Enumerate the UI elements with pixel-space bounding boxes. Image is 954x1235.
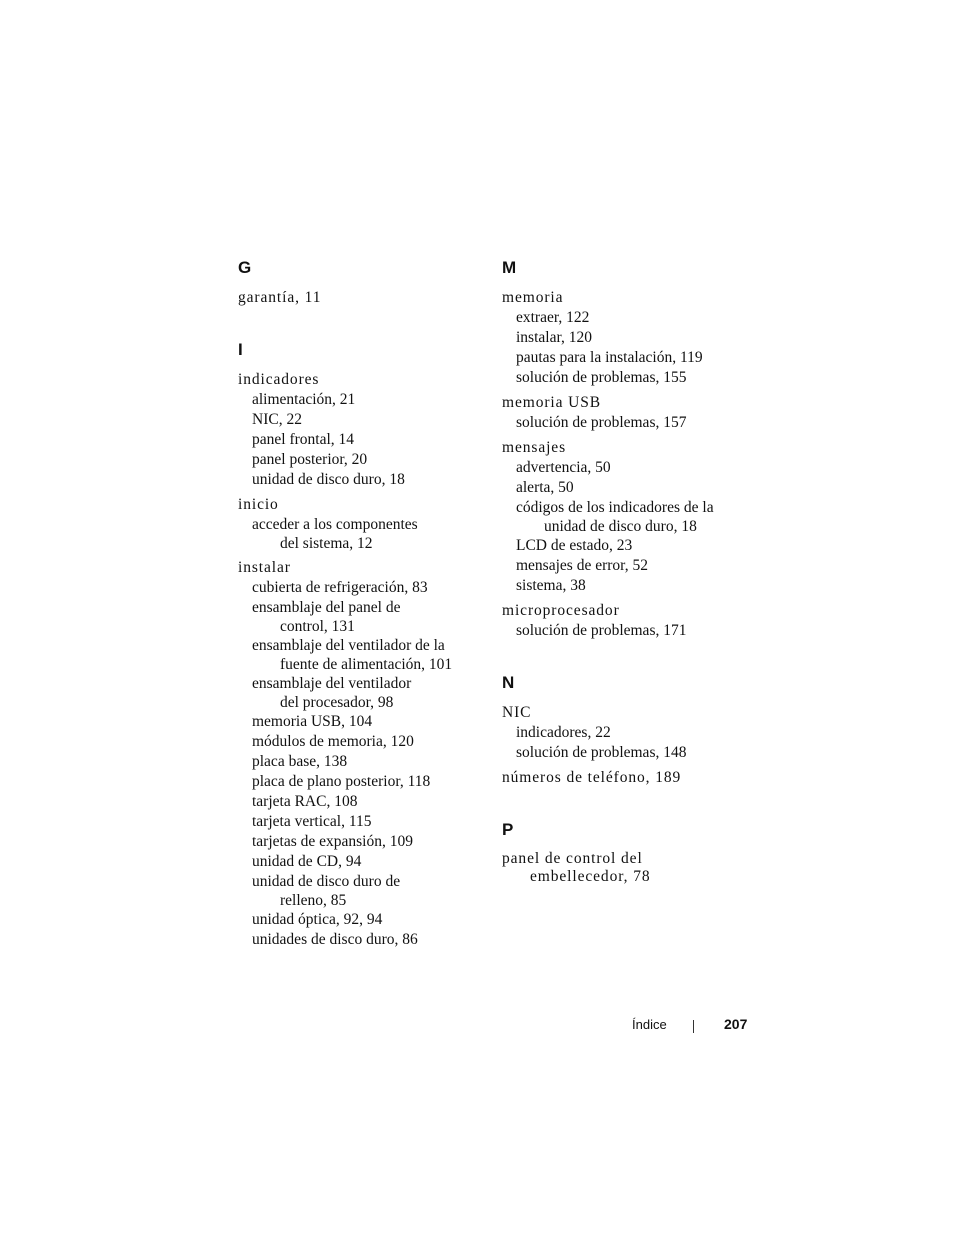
subterm-continuation: control, 131 bbox=[280, 618, 355, 635]
index-entry bbox=[502, 438, 742, 596]
index-subterm: sistema, 38 bbox=[516, 577, 586, 594]
index-entry bbox=[502, 601, 742, 641]
subterm-line: acceder a los componentes bbox=[252, 516, 418, 533]
index-entry bbox=[502, 393, 742, 433]
subterm-continuation: unidad de disco duro, 18 bbox=[544, 518, 697, 535]
index-entry bbox=[502, 768, 742, 788]
index-subterm: LCD de estado, 23 bbox=[516, 537, 633, 554]
index-subterm: tarjetas de expansión, 109 bbox=[252, 833, 413, 850]
index-subterm: alimentación, 21 bbox=[252, 391, 356, 408]
index-section-g bbox=[238, 258, 483, 308]
index-term bbox=[502, 850, 742, 886]
subterm-continuation: del sistema, 12 bbox=[280, 535, 373, 552]
index-section-i bbox=[238, 340, 483, 950]
subterm-line: ensamblaje del ventilador bbox=[252, 675, 412, 692]
index-subterm: cubierta de refrigeración, 83 bbox=[252, 579, 428, 596]
index-term: inicio bbox=[238, 496, 279, 513]
subterm-continuation: del procesador, 98 bbox=[280, 694, 394, 711]
index-subterm: memoria USB, 104 bbox=[252, 713, 373, 730]
index-subterm: solución de problemas, 155 bbox=[516, 369, 687, 386]
index-subterm: panel posterior, 20 bbox=[252, 451, 368, 468]
index-subterm: alerta, 50 bbox=[516, 479, 574, 496]
index-term: instalar bbox=[238, 559, 291, 576]
index-entry bbox=[238, 495, 483, 553]
index-term: memoria bbox=[502, 289, 564, 306]
index-subterm: unidad de CD, 94 bbox=[252, 853, 362, 870]
index-entry bbox=[238, 288, 483, 308]
index-term: indicadores bbox=[238, 371, 320, 388]
footer-section-label: Índice bbox=[632, 1017, 667, 1032]
index-subterm bbox=[238, 515, 483, 553]
page-footer bbox=[0, 1015, 954, 1035]
footer-divider bbox=[693, 1020, 694, 1033]
index-subterm: unidades de disco duro, 86 bbox=[252, 931, 418, 948]
index-section-p bbox=[502, 820, 742, 886]
page-number: 207 bbox=[724, 1016, 748, 1032]
index-subterm: instalar, 120 bbox=[516, 329, 593, 346]
index-subterm: unidad de disco duro, 18 bbox=[252, 471, 405, 488]
index-entry bbox=[238, 558, 483, 950]
subterm-continuation: fuente de alimentación, 101 bbox=[280, 656, 453, 673]
index-entry bbox=[238, 370, 483, 490]
index-term: NIC bbox=[502, 704, 532, 721]
subterm-continuation: relleno, 85 bbox=[280, 892, 347, 909]
index-subterm bbox=[238, 636, 483, 674]
subterm-line: ensamblaje del ventilador de la bbox=[252, 637, 445, 654]
index-subterm: solución de problemas, 148 bbox=[516, 744, 687, 761]
index-subterm: placa de plano posterior, 118 bbox=[252, 773, 431, 790]
index-term: mensajes bbox=[502, 439, 567, 456]
index-column-right bbox=[502, 258, 742, 918]
subterm-line: unidad de disco duro de bbox=[252, 873, 401, 890]
section-letter: N bbox=[502, 673, 515, 692]
term-continuation: embellecedor, 78 bbox=[530, 868, 651, 885]
index-term: memoria USB bbox=[502, 394, 602, 411]
section-letter: M bbox=[502, 258, 517, 277]
index-subterm: placa base, 138 bbox=[252, 753, 348, 770]
index-column-left bbox=[238, 258, 483, 982]
index-subterm: unidad óptica, 92, 94 bbox=[252, 911, 383, 928]
section-letter: I bbox=[238, 340, 243, 359]
index-subterm: módulos de memoria, 120 bbox=[252, 733, 414, 750]
subterm-line: ensamblaje del panel de bbox=[252, 599, 401, 616]
index-entry bbox=[502, 850, 742, 886]
index-term: microprocesador bbox=[502, 602, 620, 619]
subterm-line: códigos de los indicadores de la bbox=[516, 499, 714, 516]
index-subterm: panel frontal, 14 bbox=[252, 431, 355, 448]
index-subterm: solución de problemas, 171 bbox=[516, 622, 687, 639]
section-letter: P bbox=[502, 820, 514, 839]
index-section-m bbox=[502, 258, 742, 641]
index-subterm bbox=[238, 872, 483, 910]
index-term: números de teléfono, 189 bbox=[502, 769, 682, 786]
index-subterm: tarjeta vertical, 115 bbox=[252, 813, 372, 830]
index-subterm: tarjeta RAC, 108 bbox=[252, 793, 358, 810]
term-line: panel de control del bbox=[502, 850, 643, 867]
index-subterm bbox=[238, 598, 483, 636]
index-entry bbox=[502, 703, 742, 763]
index-subterm: solución de problemas, 157 bbox=[516, 414, 687, 431]
index-subterm: mensajes de error, 52 bbox=[516, 557, 648, 574]
index-subterm: pautas para la instalación, 119 bbox=[516, 349, 703, 366]
index-subterm: advertencia, 50 bbox=[516, 459, 611, 476]
index-subterm: NIC, 22 bbox=[252, 411, 302, 428]
index-entry bbox=[502, 288, 742, 388]
index-subterm: indicadores, 22 bbox=[516, 724, 611, 741]
index-term: garantía, 11 bbox=[238, 289, 322, 306]
index-subterm: extraer, 122 bbox=[516, 309, 590, 326]
index-section-n bbox=[502, 673, 742, 788]
index-subterm bbox=[502, 498, 742, 536]
section-letter: G bbox=[238, 258, 252, 277]
index-subterm bbox=[238, 674, 483, 712]
